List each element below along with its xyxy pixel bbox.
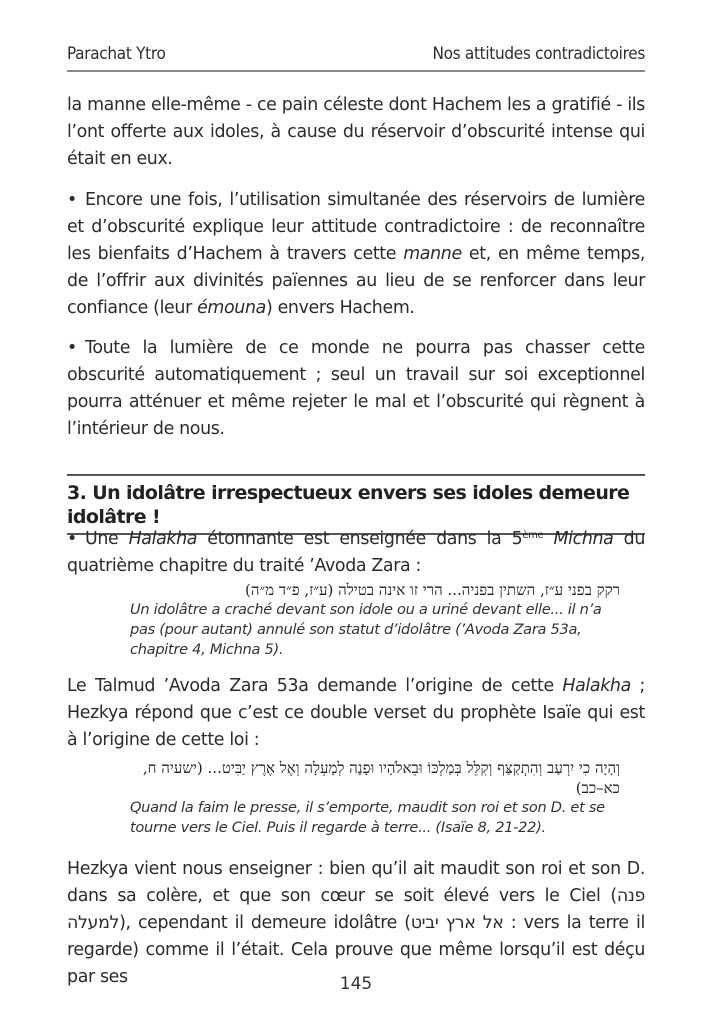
emphasis-halakha: Halakha xyxy=(128,529,198,549)
paragraph-halakha-intro: • Une Halakha étonnante est enseignée dans la 5ème Michna du quatrième chapitre du traité ’Avoda Zara : xyxy=(67,522,645,580)
inline-hebrew-phrase: אל ארץ יביט xyxy=(410,913,504,933)
quote-michna xyxy=(130,580,620,660)
quote-isaiah xyxy=(130,758,620,838)
emphasis-manne: manne xyxy=(403,244,462,264)
header-divider xyxy=(67,70,645,72)
bullet-icon: • xyxy=(67,338,77,358)
quote-translation: Un idolâtre a craché devant son idole ou a uriné devant elle... il n’a pas (pour autant) annulé son statut d’idolâtre (’Avoda Zara 53a, chapitre 4, Michna 5). xyxy=(130,601,602,658)
quote-translation: Quand la faim le presse, il s’emporte, maudit son roi et son D. et se tourne vers le Ciel. Puis il regarde à terre... (Isaïe 8, 21-22). xyxy=(130,799,605,836)
paragraph-talmud-origin: Le Talmud ’Avoda Zara 53a demande l’origine de cette Halakha ; Hezkya répond que c’est ce double verset du prophète Isaïe qui est à l’origine de cette loi : xyxy=(67,676,645,750)
header-book-section: Parachat Ytro xyxy=(67,44,166,64)
paragraph-bullet-light-darkness: • Encore une fois, l’utilisation simultanée des réservoirs de lumière et d’obscurité explique leur attitude contradictoire : de reconnaître les bienfaits d’Hachem à travers cette manne et, en même temps, de l’offrir aux divinités païennes au lieu de se renforcer dans leur confiance (leur émouna) envers Hachem. xyxy=(67,187,645,322)
emphasis-michna: Michna xyxy=(553,529,614,549)
page-number: 145 xyxy=(339,974,373,994)
running-header xyxy=(67,44,645,64)
paragraph-text: la manne elle-même - ce pain céleste dont Hachem les a gratifié - ils l’ont offerte aux idoles, à cause du réservoir d’obscurité intense qui était en eux. xyxy=(67,95,645,169)
inline-hebrew-phrase: פנה למעלה xyxy=(67,886,645,933)
paragraph-hezkya-teaching: Hezkya vient nous enseigner : bien qu’il ait maudit son roi et son D. dans sa colère, et que son cœur se soit élevé vers le Ciel (פנה למעלה), cependant il demeure idolâtre (אל ארץ יביט : vers la terre il regarde) comme il l’était. Cela prouve que même lorsqu’il est déçu par ses xyxy=(67,859,645,987)
bullet-icon: • xyxy=(67,190,77,210)
bullet-icon: • xyxy=(67,529,77,549)
paragraph-bullet-work-on-self: • Toute la lumière de ce monde ne pourra pas chasser cette obscurité automatiquement ; seul un travail sur soi exceptionnel pourra atténuer et même rejeter le mal et l’obscurité qui règnent à l’intérieur de nous. xyxy=(67,335,645,443)
section-heading: 3. Un idolâtre irrespectueux envers ses idoles demeure idolâtre ! xyxy=(67,482,630,528)
emphasis-halakha: Halakha xyxy=(562,676,631,696)
ordinal-superscript: ème xyxy=(522,530,544,541)
hebrew-verse-text: וְהָיָה כִי יִרְעַב וְהִתְקַצַּף וְקִלֵּל בְּמַלְכּוֹ וּבֵאלֹהָיו וּפָנָה לְמָעְלָה וְאֶל אֶרֶץ יַבִּיט... (ישעיה ח, כא–כב) xyxy=(142,759,620,797)
header-chapter-title: Nos attitudes contradictoires xyxy=(432,44,645,64)
paragraph-continuation xyxy=(67,92,645,173)
hebrew-source-text: רקק בפני ע״ז, השתין בפניה... הרי זו אינה בטילה (ע״ז, פ״ד מ״ה) xyxy=(245,581,620,599)
emphasis-emouna: émouna xyxy=(197,298,266,318)
